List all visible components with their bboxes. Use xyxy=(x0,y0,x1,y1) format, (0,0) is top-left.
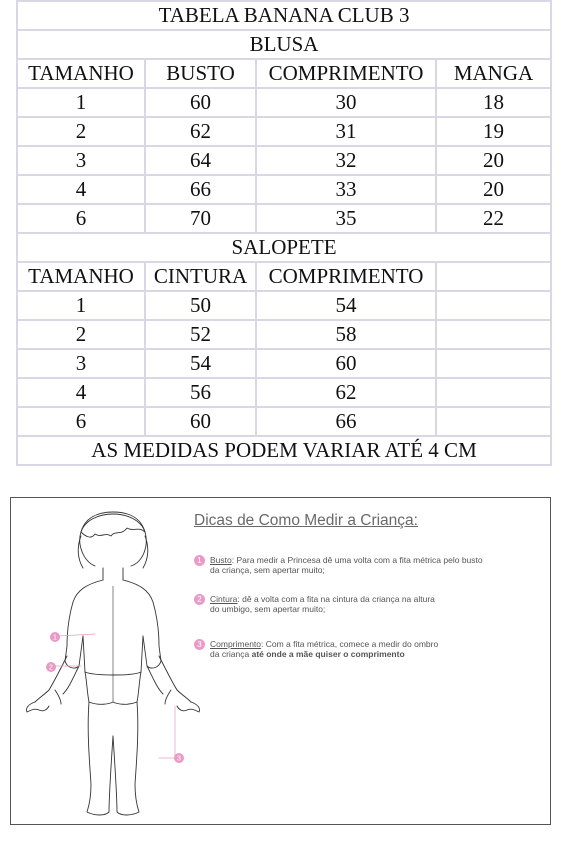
table-cell: 60 xyxy=(256,349,436,378)
table-title-row xyxy=(17,1,551,30)
column-header: TAMANHO xyxy=(17,262,145,291)
table-cell: 52 xyxy=(145,320,256,349)
table-cell: 2 xyxy=(17,117,145,146)
tip-number-badge: 2 xyxy=(194,594,205,605)
table-row xyxy=(17,291,551,320)
tip-busto xyxy=(194,555,544,575)
salopete-header-row xyxy=(17,262,551,291)
column-header: TAMANHO xyxy=(17,59,145,88)
table-cell: 62 xyxy=(145,117,256,146)
table-cell xyxy=(436,378,551,407)
table-cell: 50 xyxy=(145,291,256,320)
table-cell: 20 xyxy=(436,175,551,204)
salopete-heading: SALOPETE xyxy=(17,233,551,262)
table-cell: 32 xyxy=(256,146,436,175)
table-cell: 54 xyxy=(256,291,436,320)
blusa-heading: BLUSA xyxy=(17,30,551,59)
table-cell: 35 xyxy=(256,204,436,233)
table-cell: 64 xyxy=(145,146,256,175)
table-row xyxy=(17,88,551,117)
table-cell: 66 xyxy=(145,175,256,204)
table-cell: 4 xyxy=(17,175,145,204)
salopete-heading-row xyxy=(17,233,551,262)
guide-title: Dicas de Como Medir a Criança: xyxy=(194,512,418,529)
tip-description: : Com a fita métrica, comece a medir do ombro xyxy=(261,639,439,649)
table-cell: 60 xyxy=(145,407,256,436)
table-row xyxy=(17,146,551,175)
table-cell: 1 xyxy=(17,88,145,117)
blusa-heading-row xyxy=(17,30,551,59)
tip-number-badge: 1 xyxy=(194,555,205,566)
table-cell: 60 xyxy=(145,88,256,117)
table-cell: 30 xyxy=(256,88,436,117)
tip-label: Cintura xyxy=(210,594,238,604)
table-cell: 54 xyxy=(145,349,256,378)
table-row xyxy=(17,117,551,146)
table-cell: 20 xyxy=(436,146,551,175)
tip-description-cont: do umbigo, sem apertar muito; xyxy=(210,604,326,614)
table-cell: 62 xyxy=(256,378,436,407)
column-header: COMPRIMENTO xyxy=(256,262,436,291)
table-cell: 66 xyxy=(256,407,436,436)
tip-description: : dê a volta com a fita na cintura da criança na altura xyxy=(237,594,435,604)
table-cell: 31 xyxy=(256,117,436,146)
table-title: TABELA BANANA CLUB 3 xyxy=(17,1,551,30)
table-cell: 56 xyxy=(145,378,256,407)
column-header: BUSTO xyxy=(145,59,256,88)
table-cell: 2 xyxy=(17,320,145,349)
table-cell: 4 xyxy=(17,378,145,407)
column-header: CINTURA xyxy=(145,262,256,291)
table-row xyxy=(17,175,551,204)
tip-text xyxy=(194,555,544,575)
tip-description-cont: da criança, sem apertar muito; xyxy=(210,565,325,575)
table-row xyxy=(17,349,551,378)
table-cell xyxy=(436,407,551,436)
tip-description-cont: da criança xyxy=(210,649,252,659)
table-note: AS MEDIDAS PODEM VARIAR ATÉ 4 CM xyxy=(17,436,551,465)
table-cell xyxy=(436,349,551,378)
column-header: COMPRIMENTO xyxy=(256,59,436,88)
table-cell: 58 xyxy=(256,320,436,349)
callout-number: 3 xyxy=(177,755,181,763)
tip-label: Busto xyxy=(210,555,232,565)
tip-number-badge: 3 xyxy=(194,639,205,650)
table-cell: 19 xyxy=(436,117,551,146)
tip-text xyxy=(194,594,544,614)
table-cell: 22 xyxy=(436,204,551,233)
measuring-guide-panel xyxy=(10,497,551,825)
tip-emphasis: até onde a mãe quiser o comprimento xyxy=(251,649,405,659)
table-row xyxy=(17,204,551,233)
table-note-row xyxy=(17,436,551,465)
tip-comprimento xyxy=(194,639,544,659)
tip-cintura xyxy=(194,594,544,614)
table-cell: 6 xyxy=(17,204,145,233)
table-row xyxy=(17,378,551,407)
table-cell: 3 xyxy=(17,349,145,378)
table-cell: 3 xyxy=(17,146,145,175)
table-cell: 33 xyxy=(256,175,436,204)
table-cell: 18 xyxy=(436,88,551,117)
tip-text xyxy=(194,639,544,659)
column-header: MANGA xyxy=(436,59,551,88)
size-table xyxy=(16,0,552,466)
table-cell: 70 xyxy=(145,204,256,233)
table-cell xyxy=(436,320,551,349)
callout-number: 1 xyxy=(53,634,57,642)
table-cell xyxy=(436,291,551,320)
tip-label: Comprimento xyxy=(210,639,262,649)
child-figure-illustration xyxy=(15,506,220,822)
callout-number: 2 xyxy=(49,664,53,672)
table-cell: 1 xyxy=(17,291,145,320)
column-header xyxy=(436,262,551,291)
table-cell: 6 xyxy=(17,407,145,436)
blusa-header-row xyxy=(17,59,551,88)
table-row xyxy=(17,407,551,436)
tip-description: : Para medir a Princesa dê uma volta com a fita métrica pelo busto xyxy=(231,555,483,565)
table-row xyxy=(17,320,551,349)
